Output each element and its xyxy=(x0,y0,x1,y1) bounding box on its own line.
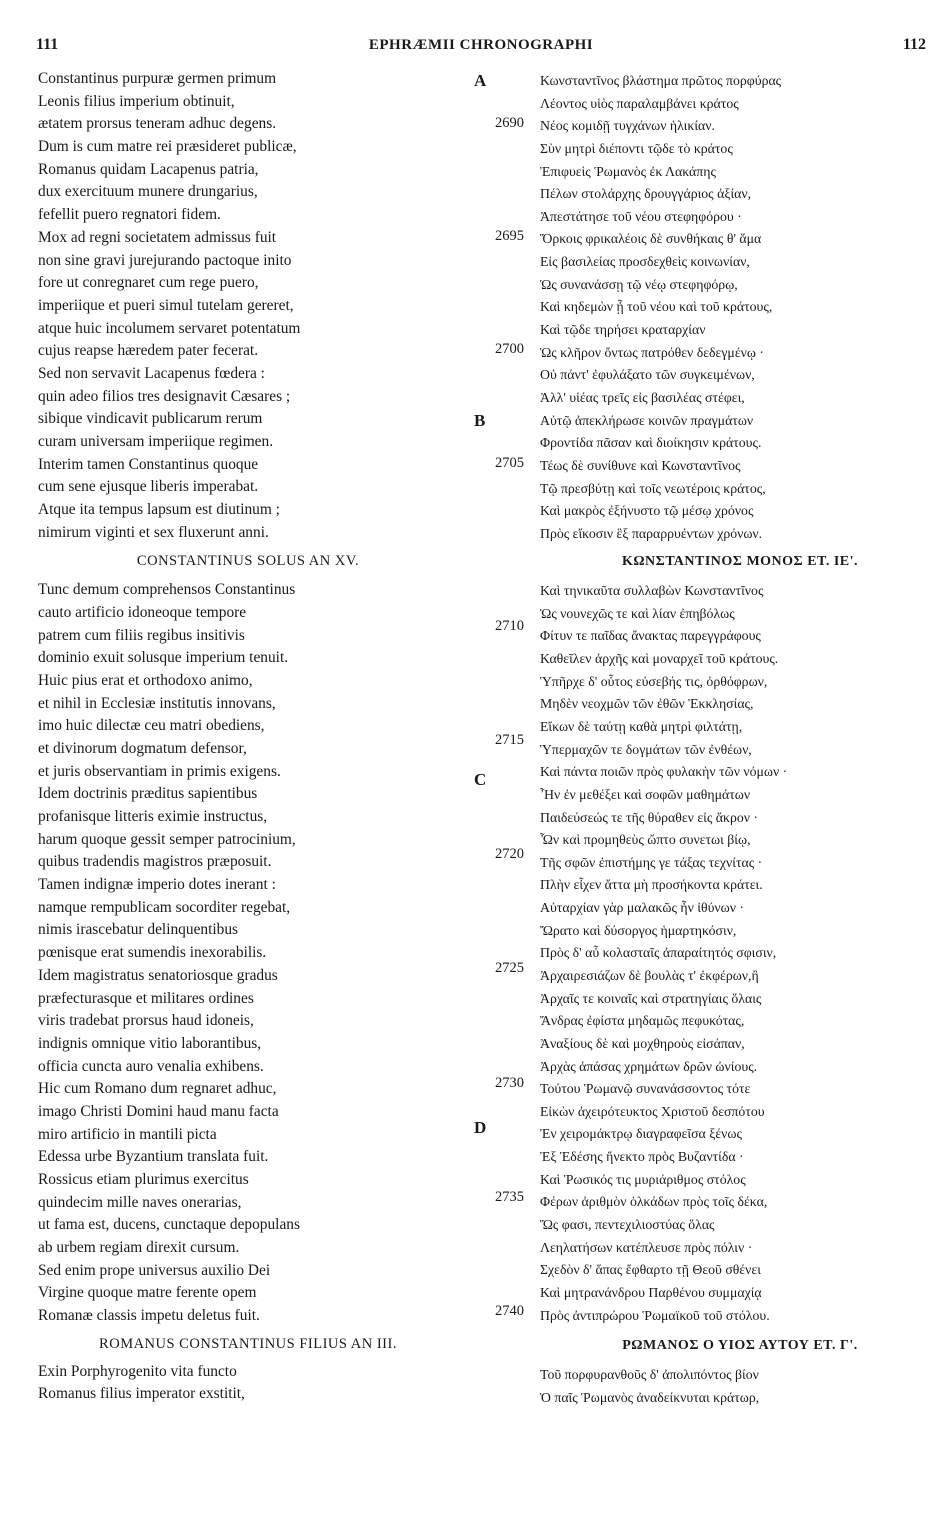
text-line: Rossicus etiam plurimus exercitus xyxy=(38,1171,249,1188)
text-line: Ὑπερμαχῶν τε δογμάτων τῶν ἐνθέων, xyxy=(540,741,752,757)
text-line: Ἐξ Ἐδέσης ἥνεκτο πρὸς Βυζαντίδα · xyxy=(540,1149,744,1165)
page-header xyxy=(36,36,926,58)
text-line: Ὤρατο καὶ δύσοργος ἡμαρτηκόσιν, xyxy=(540,922,737,938)
text-line: cujus reapse hæredem pater fecerat. xyxy=(38,342,259,360)
text-line: Leonis filius imperium obtinuit, xyxy=(38,92,235,110)
verse-number: 2705 xyxy=(495,455,524,471)
margin-letter: A xyxy=(474,71,487,90)
text-line: Φίτυν τε παῖδας ἄνακτας παρεγγράφους xyxy=(540,628,761,644)
text-line: Καθεῖλεν ἀρχῆς καὶ μοναρχεῖ τοῦ κράτους. xyxy=(540,651,779,667)
text-line: et nihil in Ecclesiæ institutis innovans, xyxy=(38,694,276,712)
text-line: Huic pius erat et orthodoxo animo, xyxy=(38,671,253,689)
text-line: Καὶ πάντα ποιῶν πρὸς φυλακὴν τῶν νόμων · xyxy=(540,764,788,780)
text-line: Ἀναξίους δὲ καὶ μοχθηροὺς εἰσάπαν, xyxy=(540,1035,745,1051)
text-line: Exin Porphyrogenito vita functo xyxy=(38,1362,237,1380)
text-line: patrem cum filiis regibus insitivis xyxy=(38,626,245,644)
text-line: Tunc demum comprehensos Constantinus xyxy=(38,581,296,599)
text-line: Σὺν μητρὶ διέποντι τῷδε τὸ κράτος xyxy=(540,140,733,156)
text-line: Λέοντος υἱὸς παραλαμβάνει κράτος xyxy=(540,95,739,111)
text-line: Τούτου Ῥωμανῷ συνανάσσοντος τότε xyxy=(540,1081,751,1097)
text-line: Tamen indignæ imperio dotes inerant : xyxy=(38,876,276,894)
text-line: Πρὸς ἀντιπρώρου Ῥωμαϊκοῦ τοῦ στόλου. xyxy=(540,1307,770,1323)
text-line: Καὶ τῷδε τηρήσει κραταρχίαν xyxy=(540,322,706,338)
text-line: Idem magistratus senatoriosque gradus xyxy=(38,966,278,984)
text-line: Ὑπῆρχε δ' οὗτος εὐσεβής τις, ὀρθόφρων, xyxy=(540,673,768,689)
text-line: imago Christi Domini haud manu facta xyxy=(38,1102,279,1120)
text-line: harum quoque gessit semper patrocinium, xyxy=(38,830,296,848)
text-line: Ἀπεστάτησε τοῦ νέου στεφηφόρου · xyxy=(540,208,742,224)
text-line: miro artificio in mantili picta xyxy=(38,1125,217,1143)
text-line: Φέρων ἀριθμὸν ὁλκάδων πρὸς τοῖς δέκα, xyxy=(540,1194,768,1210)
text-line: Constantinus purpuræ germen primum xyxy=(38,70,277,87)
text-line: cauto artificio idoneoque tempore xyxy=(38,603,247,621)
text-line: imo huic dilectæ ceu matri obediens, xyxy=(38,717,265,735)
text-line: Τοῦ πορφυρανθοῦς δ' ἀπολιπόντος βίον xyxy=(540,1366,759,1382)
text-line: ab urbem regiam direxit cursum. xyxy=(38,1239,240,1257)
text-line: Ὥς φασι, πεντεχιλιοστύας ὅλας xyxy=(540,1217,715,1233)
verse-number: 2690 xyxy=(495,115,524,131)
text-line: Καὶ Ῥωσικός τις μυριάριθμος στόλος xyxy=(540,1171,746,1187)
text-line: Interim tamen Constantinus quoque xyxy=(38,455,259,473)
text-line: officia cuncta auro venalia exhibens. xyxy=(38,1057,264,1075)
text-line: Edessa urbe Byzantium translata fuit. xyxy=(38,1148,269,1166)
text-line: Αὐταρχίαν γὰρ μαλακῶς ἦν ἰθύνων · xyxy=(540,900,745,916)
text-line: Ἀρχαῖς τε κοιναῖς καὶ στρατηγίαις ὅλαις xyxy=(540,990,762,1006)
text-line: Atque ita tempus lapsum est diutinum ; xyxy=(38,501,280,519)
text-line: Ὁ παῖς Ῥωμανὸς ἀναδείκνυται κράτωρ, xyxy=(540,1389,760,1405)
text-line: dux exercituum munere drungarius, xyxy=(38,183,258,201)
text-line: Ὡς νουνεχῶς τε καὶ λίαν ἐπηβόλως xyxy=(540,605,735,621)
verse-number: 2710 xyxy=(495,618,524,634)
verse-number: 2700 xyxy=(495,341,524,357)
text-line: Ἀρχαιρεσιάζων δὲ βουλὰς τ' ἐκφέρων,ἢ xyxy=(540,967,759,983)
margin-letter: D xyxy=(474,1118,487,1137)
text-line: Λεηλατήσων κατέπλευσε πρὸς πόλιν · xyxy=(540,1239,753,1255)
text-line: Μηδὲν νεοχμῶν τῶν ἐθῶν Ἐκκλησίας, xyxy=(540,696,754,712)
text-line: quin adeo filios tres designavit Cæsares ; xyxy=(38,387,291,405)
text-line: Οὐ πάντ' ἐφυλάξατο τῶν συγκειμένων, xyxy=(540,367,755,383)
verse-number: 2720 xyxy=(495,846,524,862)
text-line: Καὶ τηνικαῦτα συλλαβὼν Κωνσταντῖνος xyxy=(540,583,764,599)
text-line: Ἄνδρας ἐφίστα μηδαμῶς πεφυκότας, xyxy=(540,1013,745,1029)
text-line: Κωνσταντῖνος βλάστημα πρῶτος πορφύρας xyxy=(540,73,782,88)
verse-number: 2730 xyxy=(495,1075,524,1091)
text-line: Ἐπιφυεὶς Ῥωμανὸς ἐκ Λακάπης xyxy=(540,163,716,179)
text-line: Ἀρχὰς ἁπάσας χρημάτων δρῶν ὠνίους. xyxy=(540,1058,758,1074)
verse-number: 2740 xyxy=(495,1303,524,1319)
text-line: præfecturasque et militares ordines xyxy=(38,989,254,1007)
text-line: indignis omnique vitio laborantibus, xyxy=(38,1034,262,1052)
margin-letter: B xyxy=(474,411,486,430)
text-line: pœnisque erat sumendis inexorabilis. xyxy=(38,944,267,962)
text-line: ut fama est, ducens, cunctaque depopulans xyxy=(38,1216,300,1234)
text-line: namque rempublicam socorditer regebat, xyxy=(38,898,291,916)
text-line: curam universam imperiique regimen. xyxy=(38,433,274,450)
text-line: Αὐτῷ ἀπεκλήρωσε κοινῶν πραγμάτων xyxy=(540,412,754,428)
text-line: atque huic incolumem servaret potentatum xyxy=(38,319,301,337)
text-line: Mox ad regni societatem admissus fuit xyxy=(38,228,277,246)
text-line: non sine gravi jurejurando pactoque inito xyxy=(38,251,292,269)
page-number-left: 111 xyxy=(36,36,59,53)
text-line: Τῷ πρεσβύτῃ καὶ τοῖς νεωτέροις κράτος, xyxy=(540,480,766,496)
text-line: Τῆς σφῶν ἐπιστήμης γε τάξας τεχνίτας · xyxy=(540,854,763,870)
section-heading: ΚΩΝΣΤΑΝΤΙΝΟΣ ΜΟΝΟΣ ΕΤ. ΙΕ'. xyxy=(621,554,859,570)
text-line: ætatem prorsus teneram adhuc degens. xyxy=(38,115,277,133)
text-line: et divinorum dogmatum defensor, xyxy=(38,739,247,757)
latin-column xyxy=(38,68,458,1406)
text-line: Πρὸς δ' αὖ κολασταῖς ἀπαραίτητός σφισιν, xyxy=(540,945,777,961)
text-line: Ὅρκοις φρικαλέοις δὲ συνθήκαις θ' ἅμα xyxy=(540,231,762,247)
text-line: dominio exuit solusque imperium tenuit. xyxy=(38,649,289,667)
text-line: Σχεδὸν δ' ἅπας ἔφθαρτο τῇ Θεοῦ σθένει xyxy=(540,1262,761,1278)
text-line: Πρὸς εἴκοσιν ἓξ παραρρυέντων χρόνων. xyxy=(540,525,763,541)
text-line: Νέος κομιδῇ τυγχάνων ἡλικίαν. xyxy=(540,118,715,134)
text-line: nimis irascebatur delinquentibus xyxy=(38,921,239,939)
text-line: Ἐν χειρομάκτρῳ διαγραφεῖσα ξένως xyxy=(540,1126,742,1142)
text-line: Φροντίδα πᾶσαν καὶ διοίκησιν κράτους. xyxy=(540,435,762,451)
text-line: Sed enim prope universus auxilio Dei xyxy=(38,1261,271,1279)
text-line: Πέλων στολάρχης δρουγγάριος ἀξίαν, xyxy=(540,186,752,202)
text-line: quibus tradendis magistros præposuit. xyxy=(38,853,272,871)
text-line: Ὡς συνανάσσῃ τῷ νέῳ στεφηφόρῳ, xyxy=(540,276,738,292)
text-line: Romanus filius imperator exstitit, xyxy=(38,1385,245,1403)
verse-number: 2695 xyxy=(495,228,524,244)
text-line: profanisque litteris eximie instructus, xyxy=(38,808,268,825)
text-line: et juris observantiam in primis exigens. xyxy=(38,762,281,780)
margin-letter: C xyxy=(474,770,487,789)
verse-number: 2715 xyxy=(495,732,524,748)
text-line: fefellit puero regnatori fidem. xyxy=(38,206,221,224)
text-line: nimirum viginti et sex fluxerunt anni. xyxy=(38,523,269,541)
text-line: cum sene ejusque liberis imperabat. xyxy=(38,478,259,496)
text-line: Εἰκὼν ἀχειρότευκτος Χριστοῦ δεσπότου xyxy=(540,1103,765,1119)
text-line: Παιδεύσεώς τε τῆς θύραθεν εἰς ἄκρον · xyxy=(540,809,759,825)
text-line: Idem doctrinis præditus sapientibus xyxy=(38,785,258,803)
text-line: fore ut conregnaret cum rege puero, xyxy=(38,274,259,292)
section-heading: ROMANUS CONSTANTINUS FILIUS AN III. xyxy=(99,1335,397,1352)
text-line: Ἀλλ' υἱέας τρεῖς εἰς βασιλέας στέφει, xyxy=(540,389,745,405)
text-line: Virgine quoque matre ferente opem xyxy=(38,1284,257,1302)
verse-number: 2735 xyxy=(495,1189,524,1205)
text-line: sibique vindicavit publicarum rerum xyxy=(38,410,263,428)
text-line: Εἴκων δὲ ταύτῃ καθὰ μητρὶ φιλτάτῃ, xyxy=(540,718,743,734)
greek-column xyxy=(540,70,940,1409)
text-line: Πλὴν εἶχεν ἄττα μὴ προσήκοντα κράτει. xyxy=(540,877,763,893)
page-number-right: 112 xyxy=(902,36,926,53)
text-line: Romanus quidam Lacapenus patria, xyxy=(38,160,259,178)
text-line: imperiique et pueri simul tutelam gereret, xyxy=(38,296,294,314)
text-line: Hic cum Romano dum regnaret adhuc, xyxy=(38,1080,277,1098)
text-line: Dum is cum matre rei præsideret publicæ, xyxy=(38,138,297,156)
text-line: Romanæ classis impetu deletus fuit. xyxy=(38,1307,260,1325)
running-title: EPHRÆMII CHRONOGRAPHI xyxy=(368,37,594,53)
text-line: Τέως δὲ συνίθυνε καὶ Κωνσταντῖνος xyxy=(540,457,741,473)
text-line: Ὧν καὶ προμηθεὺς ὤπτο συνετωι βίῳ, xyxy=(540,832,751,848)
text-line: Ὡς κλῆρον ὄντως πατρόθεν δεδεγμένῳ · xyxy=(540,344,764,360)
section-heading: ΡΩΜΑΝΟΣ Ο ΥΙΟΣ ΑΥΤΟΥ ΕΤ. Γ'. xyxy=(622,1338,858,1354)
verse-number: 2725 xyxy=(495,960,524,976)
text-line: viris tradebat prorsus haud idoneis, xyxy=(38,1012,254,1030)
text-line: quindecim mille naves onerarias, xyxy=(38,1193,242,1211)
text-line: Εἰς βασιλείας προσδεχθεὶς κοινωνίαν, xyxy=(540,254,750,270)
section-heading: CONSTANTINUS SOLUS AN XV. xyxy=(136,553,360,570)
text-line: Sed non servavit Lacapenus fœdera : xyxy=(38,364,265,382)
text-line: Καὶ κηδεμὼν ᾖ τοῦ νέου καὶ τοῦ κράτους, xyxy=(540,299,773,315)
text-line: Καὶ μακρὸς ἐξήνυστο τῷ μέσῳ χρόνος xyxy=(540,503,754,519)
text-line: Καὶ μητρανάνδρου Παρθένου συμμαχίᾳ xyxy=(540,1284,762,1300)
text-line: Ἦν ἐν μεθέξει καὶ σοφῶν μαθημάτων xyxy=(540,786,751,802)
